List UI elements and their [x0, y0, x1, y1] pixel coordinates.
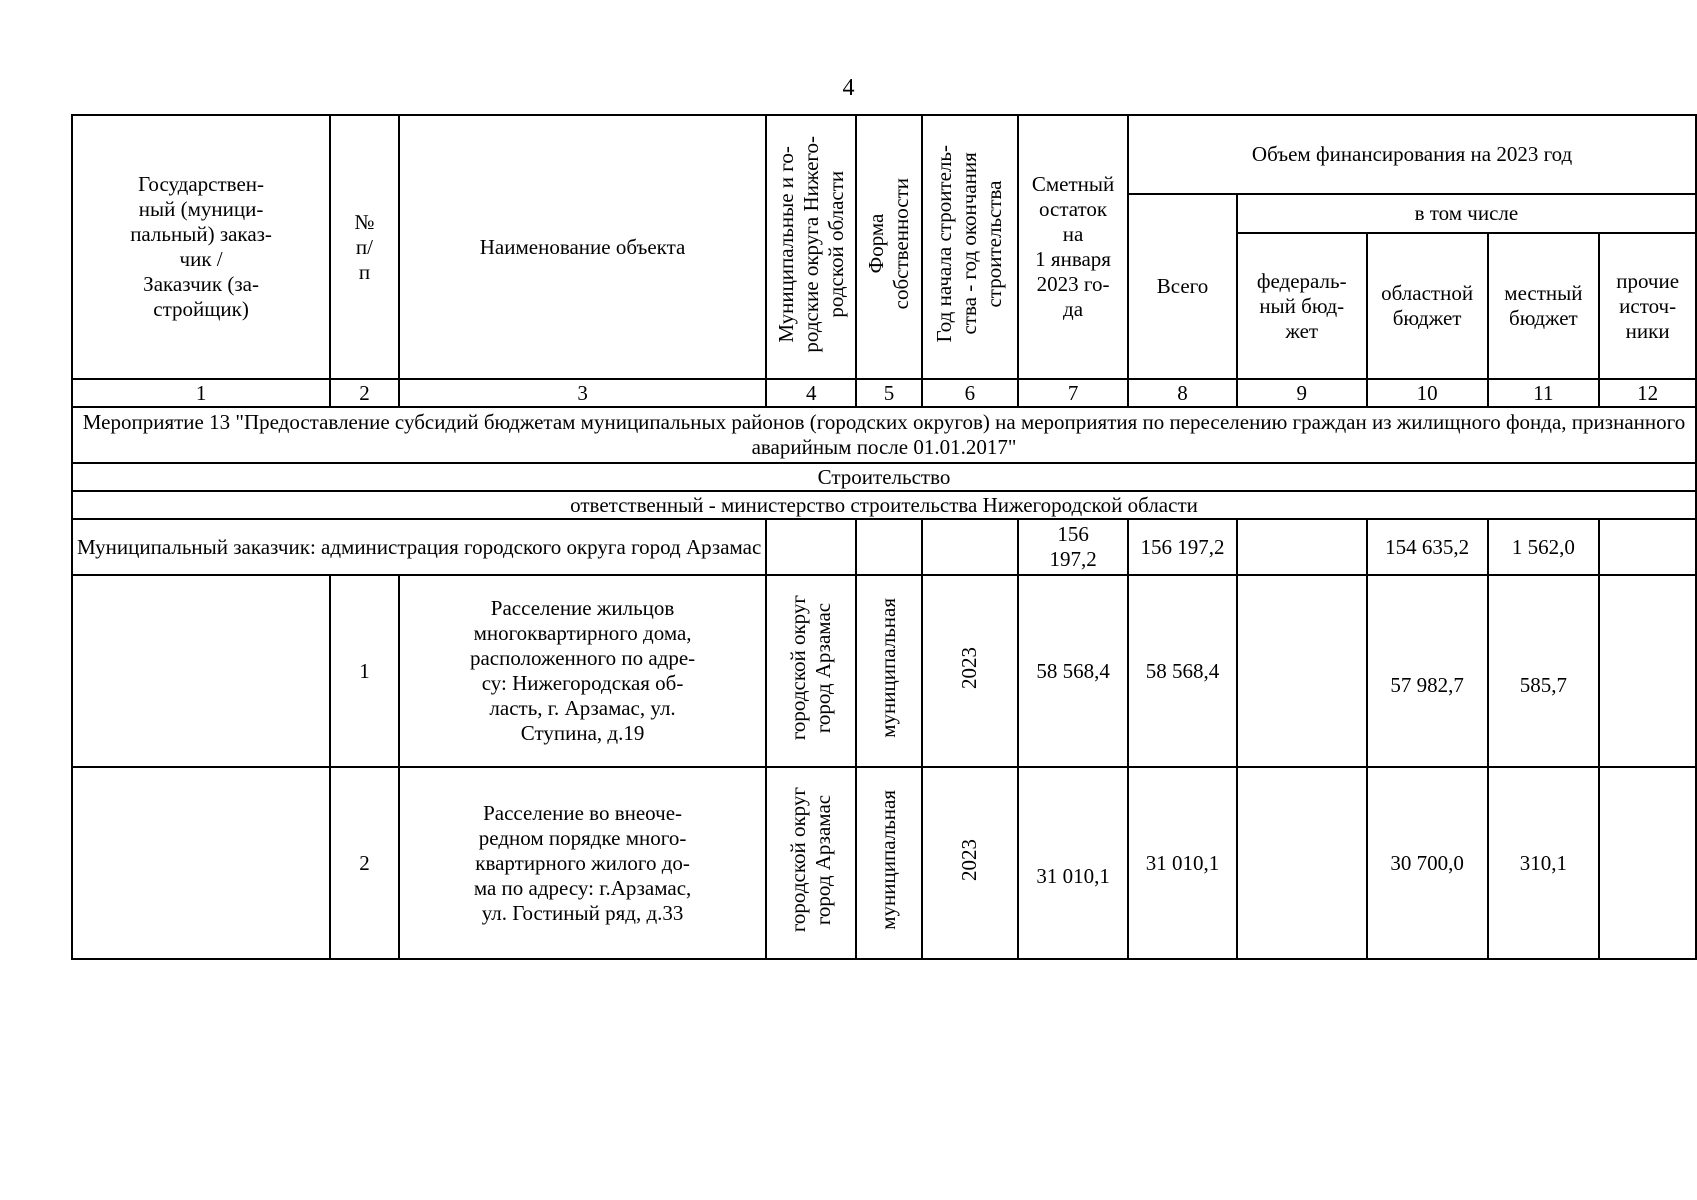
row-customer [72, 575, 330, 767]
customer-regional: 154 635,2 [1367, 519, 1488, 575]
row-regional: 30 700,0 [1367, 767, 1488, 959]
customer-local: 1 562,0 [1488, 519, 1600, 575]
header-regional: областной бюджет [1367, 233, 1488, 379]
row-federal [1237, 767, 1367, 959]
responsible-row [72, 491, 1696, 519]
header-local: местный бюджет [1488, 233, 1600, 379]
header-district-text: Муниципальные и го- родские округа Нижего- родской области [773, 135, 848, 353]
row-ownership-text: муниципальная [876, 790, 901, 930]
table-row [72, 767, 1696, 959]
header-row-1 [72, 115, 1696, 194]
header-years-text: Год начала строитель- ства - год окончания строительства [932, 145, 1007, 343]
column-number: 3 [399, 379, 767, 407]
row-estimate: 58 568,4 [1018, 575, 1128, 767]
column-number: 10 [1367, 379, 1488, 407]
column-numbers-row [72, 379, 1696, 407]
header-number: № п/ п [330, 115, 399, 379]
measure-title: Мероприятие 13 "Предоставление субсидий бюджетам муниципальных районов (городских округов) на мероприятия по переселению граждан из жилищного фонда, признанного аварийным после 01.01.2017" [72, 407, 1696, 463]
column-number: 12 [1599, 379, 1696, 407]
column-number: 8 [1128, 379, 1237, 407]
row-district-text: городской округ город Арзамас [786, 595, 836, 741]
row-years [922, 767, 1018, 959]
header-years [922, 115, 1018, 379]
column-number: 7 [1018, 379, 1128, 407]
row-object-name: Расселение жильцов многоквартирного дома, расположенного по адре- су: Нижегородская об- ласть, г. Арзамас, ул. Ступина, д.19 [399, 575, 767, 767]
column-number: 9 [1237, 379, 1367, 407]
header-federal: федераль- ный бюд- жет [1237, 233, 1367, 379]
row-years-text: 2023 [957, 647, 982, 689]
header-customer: Государствен- ный (муници- пальный) заказ- чик / Заказчик (за- стройщик) [72, 115, 330, 379]
row-object-name: Расселение во внеоче- редном порядке много- квартирного жилого до- ма по адресу: г.Арзамас, ул. Гостиный ряд, д.33 [399, 767, 767, 959]
page-number: 4 [842, 75, 855, 101]
header-district [766, 115, 856, 379]
column-number: 1 [72, 379, 330, 407]
header-total: Всего [1128, 194, 1237, 379]
row-ownership-text: муниципальная [876, 598, 901, 738]
column-number: 11 [1488, 379, 1600, 407]
row-district-text: городской округ город Арзамас [786, 787, 836, 933]
row-district [766, 575, 856, 767]
responsible-text: ответственный - министерство строительства Нижегородской области [72, 491, 1696, 519]
customer-row [72, 519, 1696, 575]
row-total: 31 010,1 [1128, 767, 1237, 959]
row-ownership [856, 767, 922, 959]
customer-total: 156 197,2 [1128, 519, 1237, 575]
row-other [1599, 767, 1696, 959]
row-number: 1 [330, 575, 399, 767]
row-other [1599, 575, 1696, 767]
row-local: 585,7 [1488, 575, 1600, 767]
row-district [766, 767, 856, 959]
row-federal [1237, 575, 1367, 767]
row-ownership [856, 575, 922, 767]
section-row [72, 463, 1696, 491]
financing-table [71, 114, 1697, 960]
column-number: 4 [766, 379, 856, 407]
section-title: Строительство [72, 463, 1696, 491]
header-other: прочие источ- ники [1599, 233, 1696, 379]
header-estimate: Сметный остаток на 1 января 2023 го- да [1018, 115, 1128, 379]
row-total: 58 568,4 [1128, 575, 1237, 767]
customer-other [1599, 519, 1696, 575]
customer-ownership [856, 519, 922, 575]
header-including: в том числе [1237, 194, 1696, 233]
row-years [922, 575, 1018, 767]
customer-estimate: 156 197,2 [1018, 519, 1128, 575]
column-number: 2 [330, 379, 399, 407]
header-financing: Объем финансирования на 2023 год [1128, 115, 1696, 194]
row-regional: 57 982,7 [1367, 575, 1488, 767]
row-years-text: 2023 [957, 839, 982, 881]
row-number: 2 [330, 767, 399, 959]
row-customer [72, 767, 330, 959]
customer-federal [1237, 519, 1367, 575]
row-local: 310,1 [1488, 767, 1600, 959]
row-estimate: 31 010,1 [1018, 767, 1128, 959]
customer-years [922, 519, 1018, 575]
customer-district [766, 519, 856, 575]
table-row [72, 575, 1696, 767]
header-ownership-text: Форма собственности [863, 178, 913, 310]
measure-row [72, 407, 1696, 463]
customer-label: Муниципальный заказчик: администрация городского округа город Арзамас [72, 519, 766, 575]
column-number: 6 [922, 379, 1018, 407]
header-object-name: Наименование объекта [399, 115, 767, 379]
header-ownership [856, 115, 922, 379]
column-number: 5 [856, 379, 922, 407]
